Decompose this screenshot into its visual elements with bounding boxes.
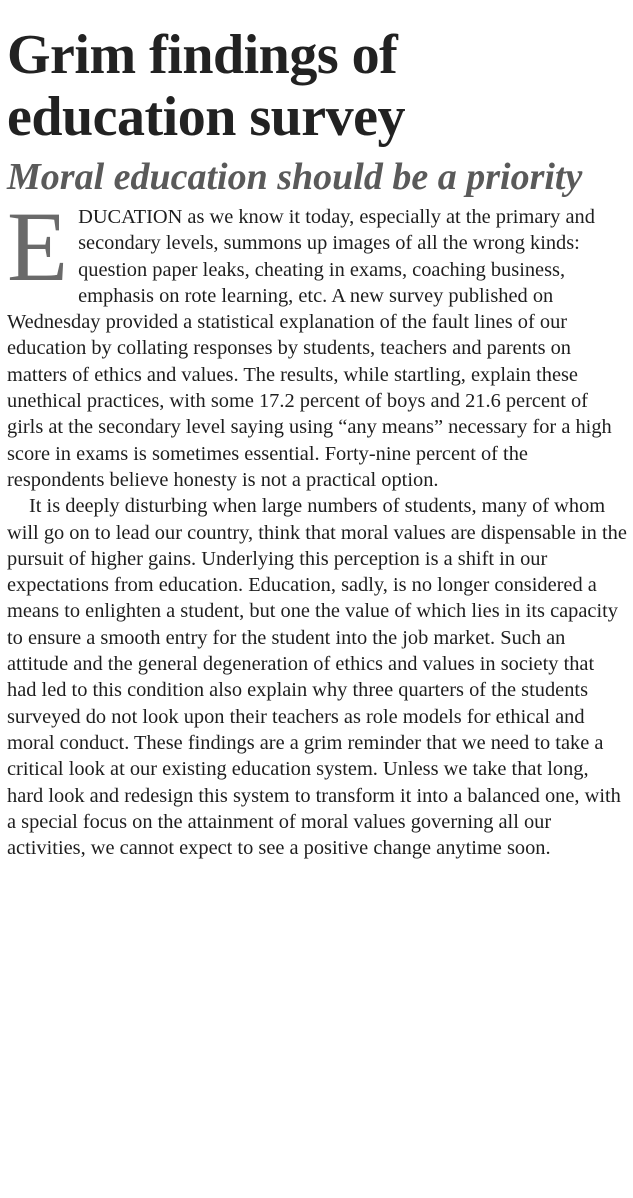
article-body bbox=[7, 191, 627, 861]
editorial-article bbox=[7, 0, 627, 861]
drop-cap: E bbox=[7, 191, 69, 302]
paragraph-1 bbox=[7, 191, 627, 493]
paragraph-2-text: It is deeply disturbing when large numbers of students, many of whom will go on to lead our country, think that moral values are dispensable in the pursuit of higher gains. Underlying this perception is a shift in our expectations from education. Education, sadly, is no longer considered a means to enlighten a student, but one the value of which lies in its capacity to ensure a smooth entry for the student into the job market. Such an attitude and the general degeneration of ethics and values in society that had led to this condition also explain why three quarters of the students surveyed do not look upon their teachers as role models for ethical and moral conduct. These findings are a grim reminder that we need to take a critical look at our existing education system. Unless we take that long, hard look and redesign this system to transform it into a balanced one, with a special focus on the attainment of moral values governing all our activities, we cannot expect to see a positive change anytime soon. bbox=[7, 495, 627, 860]
paragraph-2 bbox=[7, 493, 627, 861]
headline: Grim findings of education survey bbox=[7, 24, 405, 148]
subheadline: Moral education should be a priority bbox=[7, 156, 583, 198]
paragraph-1-text: DUCATION as we know it today, especially at the primary and secondary levels, summons up images of all the wrong kinds: question paper leaks, cheating in exams, coaching business, emphasis on rote learning, etc. A new survey published on Wednesday provided a statistical explanation of the fault lines of our education by collating responses by students, teachers and parents on matters of ethics and values. The results, while startling, explain these unethical practices, with some 17.2 percent of boys and 21.6 percent of girls at the secondary level saying using “any means” necessary for a high score in exams is sometimes essential. Forty-nine percent of the respondents believe honesty is not a practical option. bbox=[7, 206, 612, 491]
